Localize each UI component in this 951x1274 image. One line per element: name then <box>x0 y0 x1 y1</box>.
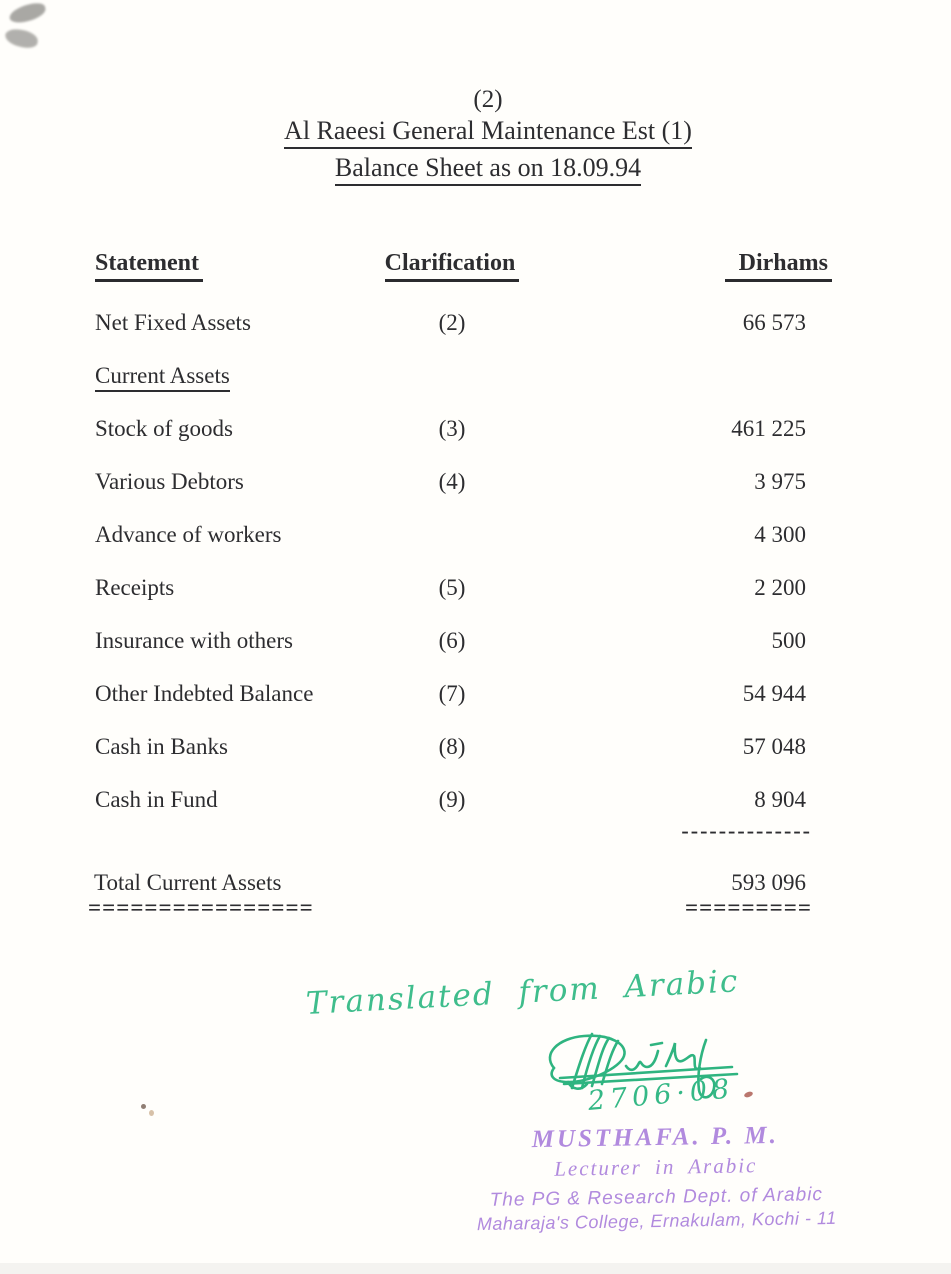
amount-cell: 4 300 <box>754 522 806 547</box>
clarification-cell: (8) <box>438 734 466 759</box>
table-row <box>0 575 951 628</box>
document-subtitle: Balance Sheet as on 18.09.94 <box>25 153 951 186</box>
clarification-cell: (5) <box>438 575 466 600</box>
amount-cell: 2 200 <box>754 575 806 600</box>
document-title: Al Raeesi General Maintenance Est (1) <box>25 116 951 149</box>
amount-cell: 500 <box>771 628 806 653</box>
amount-cell: 461 225 <box>731 416 806 441</box>
column-header-statement: Statement <box>95 250 203 282</box>
statement-cell: Various Debtors <box>95 469 244 494</box>
total-label: Total Current Assets <box>94 870 282 895</box>
subtotal-rule: -------------- <box>681 818 812 843</box>
stamp-department: The PG & Research Dept. of Arabic <box>489 1184 824 1211</box>
table-row <box>0 628 951 681</box>
amount-cell: 57 048 <box>742 734 806 759</box>
column-header-clarification: Clarification <box>368 250 536 282</box>
clarification-cell: (2) <box>438 310 466 335</box>
page-number: (2) <box>473 86 503 113</box>
rubber-stamp <box>449 1120 863 1235</box>
table-row <box>0 522 951 575</box>
statement-cell: Other Indebted Balance <box>95 681 314 706</box>
total-amount: 593 096 <box>731 870 806 895</box>
clarification-cell: (9) <box>438 787 466 812</box>
clarification-cell: (3) <box>438 416 466 441</box>
clarification-cell: (7) <box>438 681 466 706</box>
ink-smudge <box>4 28 39 50</box>
statement-cell: Net Fixed Assets <box>95 310 251 335</box>
balance-sheet-table <box>0 310 951 840</box>
scan-edge <box>0 1263 951 1274</box>
stamp-institution: Maharaja's College, Ernakulam, Kochi - 11 <box>476 1207 837 1235</box>
table-row <box>0 469 951 522</box>
statement-cell: Cash in Banks <box>95 734 228 759</box>
section-heading: Current Assets <box>95 363 230 392</box>
clarification-cell: (4) <box>438 469 466 494</box>
table-row <box>0 734 951 787</box>
total-double-rule-right: ========= <box>685 895 812 920</box>
stamp-title: Lecturer in Arabic <box>554 1153 758 1181</box>
amount-cell: 66 573 <box>742 310 806 335</box>
statement-cell: Stock of goods <box>95 416 233 441</box>
ink-smudge <box>8 1 48 25</box>
statement-cell: Insurance with others <box>95 628 293 653</box>
column-header-dirhams: Dirhams <box>725 250 832 282</box>
ink-dot <box>149 1110 154 1116</box>
section-heading-row <box>0 363 951 416</box>
statement-cell: Advance of workers <box>95 522 282 547</box>
stamp-name: MUSTHAFA. P. M. <box>531 1121 780 1154</box>
handwritten-note: Translated from Arabic <box>305 963 741 1022</box>
handwritten-date: 2706·08 <box>586 1073 736 1117</box>
total-double-rule-left: ================ <box>88 895 314 920</box>
table-row <box>0 310 951 363</box>
ink-dot <box>141 1104 146 1109</box>
statement-cell: Receipts <box>95 575 175 600</box>
table-row <box>0 416 951 469</box>
amount-cell: 8 904 <box>754 787 806 812</box>
statement-cell: Cash in Fund <box>95 787 218 812</box>
amount-cell: 3 975 <box>754 469 806 494</box>
amount-cell: 54 944 <box>742 681 806 706</box>
clarification-cell: (6) <box>438 628 466 653</box>
table-row <box>0 681 951 734</box>
